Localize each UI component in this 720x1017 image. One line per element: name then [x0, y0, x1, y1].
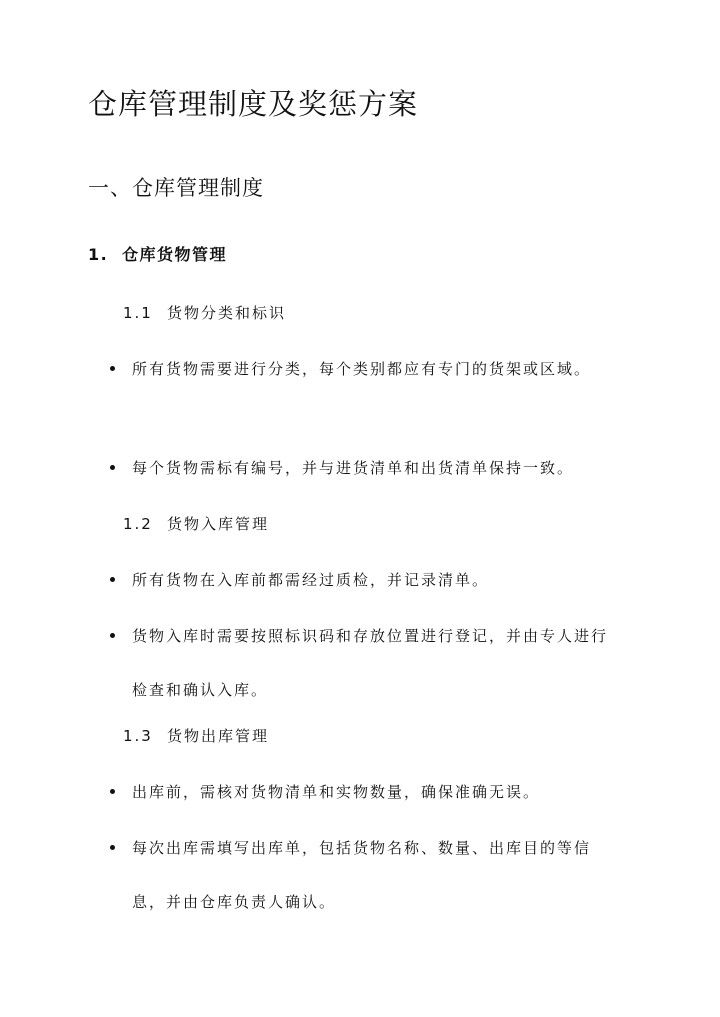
bullet-item — [104, 765, 624, 819]
part-number: 1.3 — [123, 727, 153, 745]
part-number: 1.1 — [123, 304, 153, 322]
bullet-item — [104, 553, 624, 607]
subsection-heading — [88, 240, 227, 270]
bullet-item — [104, 609, 624, 717]
bullet-text: 每次出库需填写出库单，包括货物名称、数量、出库目的等信息，并由仓库负责人确认。 — [132, 839, 592, 911]
part-number: 1.2 — [123, 515, 153, 533]
bullet-text: 出库前，需核对货物清单和实物数量，确保准确无误。 — [132, 783, 541, 801]
document-title: 仓库管理制度及奖惩方案 — [88, 87, 419, 121]
part-title: 货物分类和标识 — [167, 304, 287, 322]
bullet-item — [104, 441, 624, 495]
subsection-number: 1. — [88, 245, 109, 264]
bullet-dot-icon — [110, 845, 115, 850]
part-title: 货物出库管理 — [167, 727, 270, 745]
part-heading — [123, 721, 269, 751]
bullet-dot-icon — [110, 465, 115, 470]
bullet-text: 所有货物需要进行分类，每个类别都应有专门的货架或区域。 — [132, 360, 592, 378]
bullet-item — [104, 342, 624, 396]
bullet-text: 每个货物需标有编号，并与进货清单和出货清单保持一致。 — [132, 459, 575, 477]
bullet-text: 货物入库时需要按照标识码和存放位置进行登记，并由专人进行检查和确认入库。 — [132, 627, 609, 699]
bullet-dot-icon — [110, 366, 115, 371]
bullet-dot-icon — [110, 789, 115, 794]
part-title: 货物入库管理 — [167, 515, 270, 533]
part-heading — [123, 509, 269, 539]
part-heading — [123, 298, 286, 328]
bullet-item — [104, 821, 624, 929]
bullet-dot-icon — [110, 633, 115, 638]
bullet-dot-icon — [110, 577, 115, 582]
bullet-text: 所有货物在入库前都需经过质检，并记录清单。 — [132, 571, 490, 589]
subsection-title: 仓库货物管理 — [122, 245, 228, 264]
section-heading: 一、仓库管理制度 — [88, 176, 264, 200]
